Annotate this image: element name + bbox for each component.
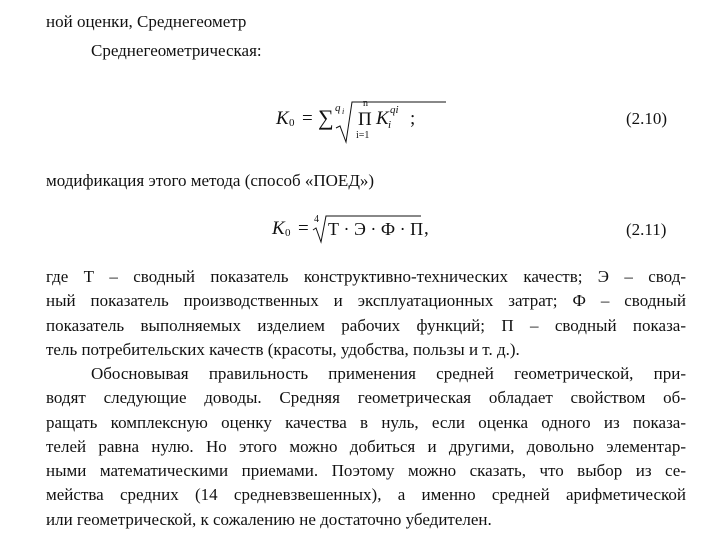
paragraph-line: тель потребительских качеств (красоты, удобства, пользы и т. д.). (46, 339, 520, 359)
f2-radicand: Т · Э · Ф · П (328, 219, 424, 239)
f1-root-index: q (335, 102, 341, 114)
f1-sum-sign: ∑ (318, 105, 334, 130)
paragraph-line: или геометрической, к сожалению не достаточно убедителен. (46, 509, 492, 529)
f2-root-index: 4 (314, 214, 319, 225)
f2-equals: = (298, 218, 309, 239)
f1-tail: ; (410, 108, 416, 129)
f1-term-sup: qi (390, 104, 399, 116)
f1-prod-bottom: i=1 (356, 130, 370, 141)
modification-line: модификация этого метода (способ «ПОЕД») (46, 171, 375, 190)
f1-prod-top: n (363, 98, 368, 109)
equation-number-2-11: (2.11) (626, 220, 667, 239)
section-heading: Среднегеометрическая: (91, 41, 262, 60)
paragraph-line: телей равна нулю. Но этого можно добиться и другими, довольно элементар- (46, 436, 686, 456)
paragraph-line: Обосновывая правильность применения средней геометрической, при- (91, 364, 686, 383)
paragraph-arguments (46, 362, 686, 532)
f1-term-sub: i (388, 119, 392, 131)
equation-number-2-10: (2.10) (626, 109, 668, 128)
f1-equals: = (302, 108, 313, 129)
formula-2-10 (276, 100, 446, 146)
paragraph-definitions (46, 265, 686, 362)
paragraph-line: где Т – сводный показатель конструктивно-технических качеств; Э – свод- (46, 267, 686, 286)
f1-prod-sign: Π (358, 109, 372, 130)
f1-term: K (376, 108, 389, 129)
paragraph-line: ный показатель производственных и эксплуатационных затрат; Ф – сводный (46, 291, 686, 311)
clipped-top-text: ной оценки, Среднегеометр (46, 12, 247, 31)
paragraph-line: водят следующие доводы. Средняя геометрическая обладает свойством об- (46, 388, 686, 408)
f2-lhs: K (272, 218, 285, 239)
paragraph-line: мейства средних (14 средневзвешенных), а именно средней арифметической (46, 485, 686, 505)
f1-root-index-sub: i (342, 107, 345, 116)
formula-2-11 (272, 214, 442, 244)
paragraph-line: ращать комплексную оценку качества в нуль, если оценка одного из показа- (46, 412, 686, 432)
paragraph-line: ными математическими приемами. Поэтому можно сказать, что выбор из се- (46, 461, 686, 481)
f1-lhs-sub: 0 (289, 117, 295, 129)
f2-tail: , (424, 218, 429, 239)
clipped-top-line (46, 12, 276, 38)
f2-lhs-sub: 0 (285, 227, 291, 239)
f1-lhs: K (276, 108, 289, 129)
paragraph-line: показатель выполняемых изделием рабочих функций; П – сводный показа- (46, 315, 686, 335)
